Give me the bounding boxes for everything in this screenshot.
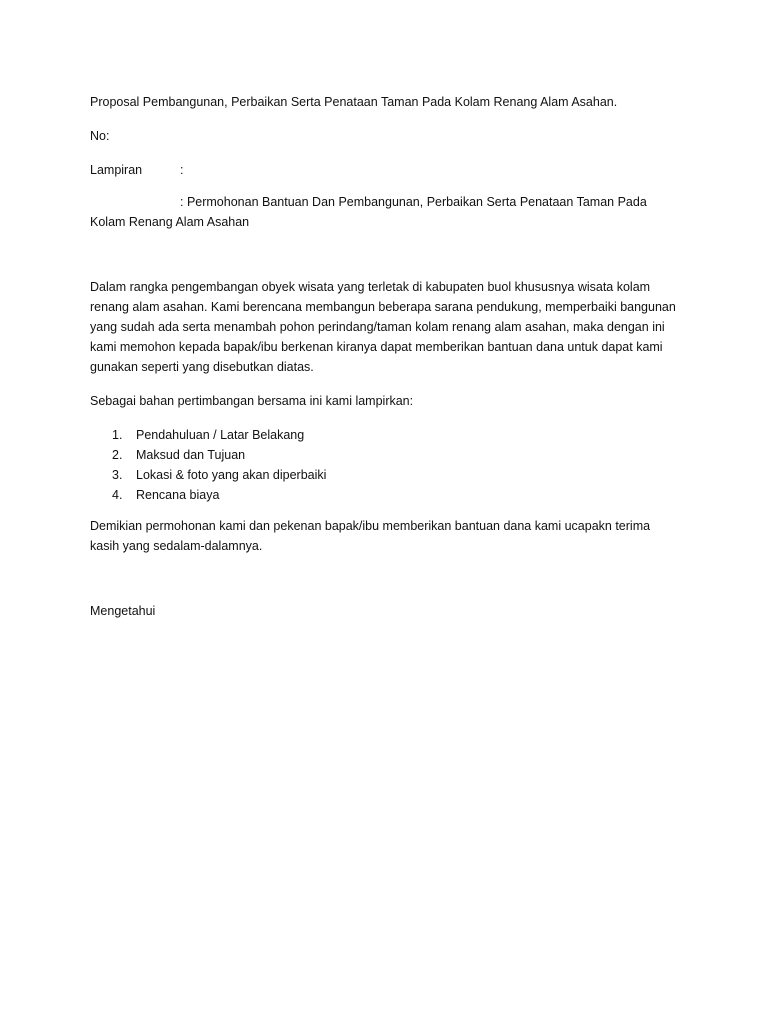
lampiran-row xyxy=(90,162,183,178)
attachments-intro: Sebagai bahan pertimbangan bersama ini kami lampirkan: xyxy=(90,394,414,408)
list-item-text: Pendahuluan / Latar Belakang xyxy=(136,428,305,442)
letter-number-label: No: xyxy=(90,129,110,143)
list-item xyxy=(90,465,326,485)
perihal-line-1: : Permohonan Bantuan Dan Pembangunan, Perbaikan Serta Penataan Taman Pada xyxy=(180,195,647,209)
letter-title: Proposal Pembangunan, Perbaikan Serta Penataan Taman Pada Kolam Renang Alam Asahan. xyxy=(90,95,618,109)
lampiran-colon: : xyxy=(180,163,184,177)
list-item xyxy=(90,485,326,505)
signoff-label: Mengetahui xyxy=(90,604,156,618)
list-item-number: 1. xyxy=(112,428,123,442)
list-item-text: Lokasi & foto yang akan diperbaiki xyxy=(136,468,327,482)
list-item-text: Rencana biaya xyxy=(136,488,220,502)
attachments-list xyxy=(90,425,326,505)
closing-paragraph: Demikian permohonan kami dan pekenan bapak/ibu memberikan bantuan dana kami ucapakn terima kasih yang sedalam-dalamnya. xyxy=(90,519,651,553)
list-item-number: 3. xyxy=(112,468,123,482)
body-paragraph: Dalam rangka pengembangan obyek wisata yang terletak di kabupaten buol khususnya wisata kolam renang alam asahan. Kami berencana membangun beberapa sarana pendukung, memperbaiki bangunan yang sudah ada serta menambah pohon perindang/taman kolam renang alam asahan, maka dengan ini kami memohon kepada bapak/ibu berkenan kiranya dapat memberikan bantuan dana untuk dapat kami gunakan seperti yang disebutkan diatas. xyxy=(90,280,676,374)
lampiran-label: Lampiran xyxy=(90,163,143,177)
list-item-number: 2. xyxy=(112,448,123,462)
perihal-line-2: Kolam Renang Alam Asahan xyxy=(90,215,250,229)
list-item xyxy=(90,445,326,465)
list-item xyxy=(90,425,326,445)
list-item-number: 4. xyxy=(112,488,123,502)
list-item-text: Maksud dan Tujuan xyxy=(136,448,246,462)
